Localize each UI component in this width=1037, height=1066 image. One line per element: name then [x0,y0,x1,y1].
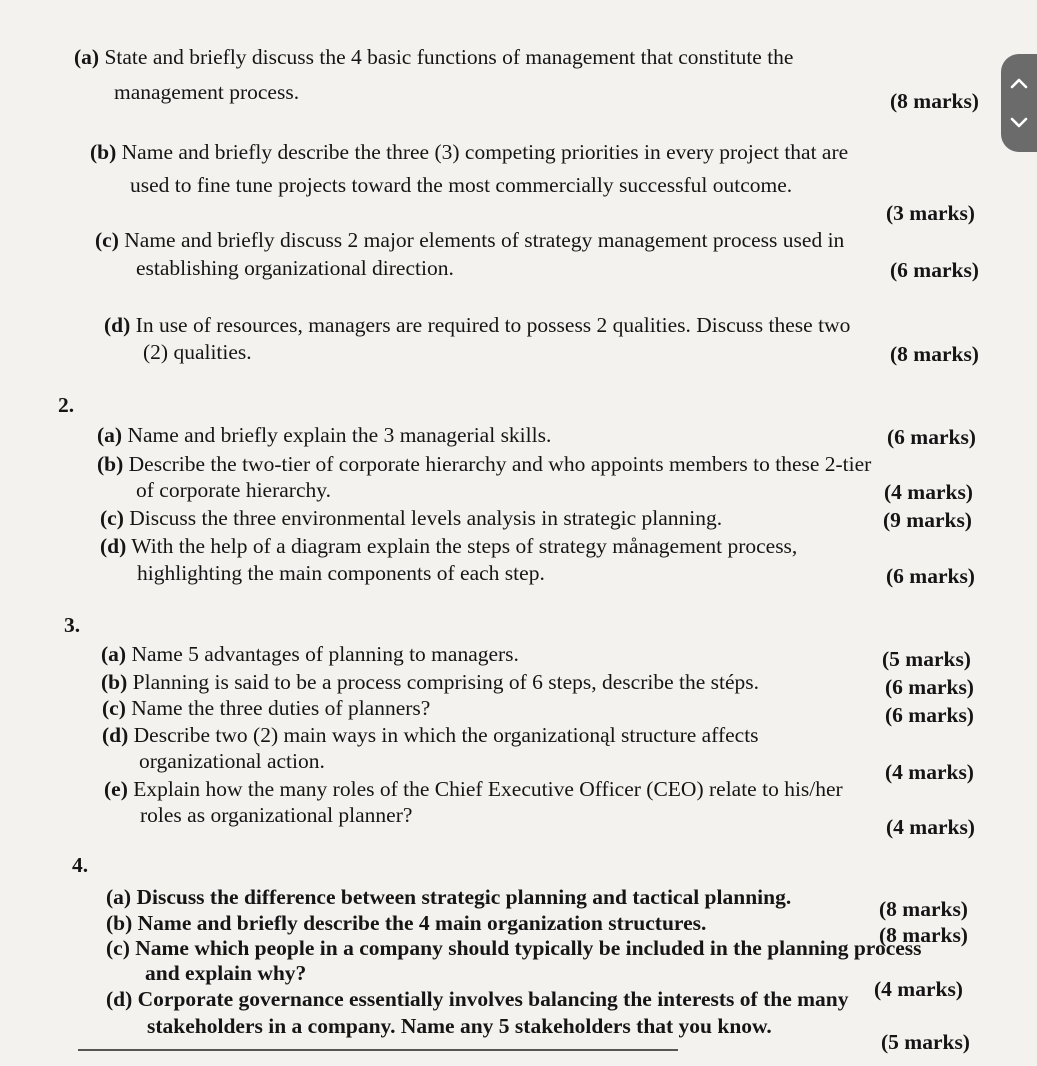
item-label: (c) [102,696,126,720]
marks: (8 marks) [879,923,968,947]
item-text: Planning is said to be a process comprising of 6 steps, describe the stéps. [132,670,760,694]
marks: (3 marks) [886,201,975,225]
item-text-cont: establishing organizational direction. [136,256,454,280]
question-number-2: 2. [58,393,75,417]
item-text: State and briefly discuss the 4 basic functions of management that constitute the [104,45,794,69]
marks: (8 marks) [879,897,968,921]
item-text: Name which people in a company should typically be included in the planning process [135,936,922,960]
question-number-4: 4. [72,853,89,877]
scroll-up-button[interactable] [1006,70,1032,96]
question-number-3: 3. [64,613,81,637]
marks: (4 marks) [884,480,973,504]
marks: (6 marks) [890,258,979,282]
marks: (4 marks) [874,977,963,1001]
item-label: (b) [90,140,117,164]
item-text-cont: highlighting the main components of each step. [137,561,545,585]
item-label: (c) [106,936,130,960]
item-text: Corporate governance essentially involves balancing the interests of the many [137,987,849,1011]
marks: (6 marks) [885,675,974,699]
divider-line [78,1049,678,1051]
item-label: (b) [97,452,124,476]
marks: (6 marks) [886,564,975,588]
item-text: Explain how the many roles of the Chief Executive Officer (CEO) relate to his/her [133,777,843,801]
item-label: (e) [104,777,128,801]
chevron-down-icon [1010,117,1028,129]
item-text: Describe the two-tier of corporate hierarchy and who appoints members to these 2-tier [128,452,872,476]
item-text-cont: (2) qualities. [143,340,252,364]
chevron-up-icon [1010,77,1028,89]
scroll-down-button[interactable] [1006,110,1032,136]
item-text: Name and briefly discuss 2 major elements of strategy management process used in [124,228,845,252]
item-label: (d) [104,313,131,337]
item-text-cont: stakeholders in a company. Name any 5 stakeholders that you know. [147,1014,772,1038]
marks: (9 marks) [883,508,972,532]
item-text: Describe two (2) main ways in which the organizationąl structure affects [133,723,759,747]
item-label: (d) [102,723,129,747]
marks: (4 marks) [885,760,974,784]
item-text-cont: and explain why? [145,961,307,985]
item-text-cont: roles as organizational planner? [140,803,413,827]
marks: (8 marks) [890,342,979,366]
marks: (6 marks) [887,425,976,449]
item-text: Name 5 advantages of planning to managers. [131,642,519,666]
item-text: With the help of a diagram explain the steps of strategy månagement process, [131,534,798,558]
item-label: (d) [100,534,127,558]
item-label: (b) [101,670,128,694]
item-text: In use of resources, managers are required to possess 2 qualities. Discuss these two [135,313,851,337]
item-text-cont: used to fine tune projects toward the most commercially successful outcome. [130,173,793,197]
item-text: Name the three duties of planners? [131,696,431,720]
item-text: Name and briefly explain the 3 managerial skills. [127,423,552,447]
page-navigation [1001,54,1037,152]
item-label: (c) [95,228,119,252]
marks: (6 marks) [885,703,974,727]
item-text: Discuss the three environmental levels analysis in strategic planning. [129,506,723,530]
item-label: (b) [106,911,133,935]
marks: (4 marks) [886,815,975,839]
item-label: (c) [100,506,124,530]
item-text-cont: organizational action. [139,749,325,773]
item-label: (d) [106,987,133,1011]
marks: (5 marks) [882,647,971,671]
item-text: Name and briefly describe the 4 main organization structures. [137,911,707,935]
item-text-cont: of corporate hierarchy. [136,478,331,502]
item-text: Discuss the difference between strategic planning and tactical planning. [136,885,792,909]
marks: (8 marks) [890,89,979,113]
item-label: (a) [74,45,100,69]
item-label: (a) [106,885,132,909]
item-text-cont: management process. [114,80,300,104]
marks: (5 marks) [881,1030,970,1054]
item-text: Name and briefly describe the three (3) competing priorities in every project that are [121,140,849,164]
item-label: (a) [101,642,127,666]
item-label: (a) [97,423,123,447]
